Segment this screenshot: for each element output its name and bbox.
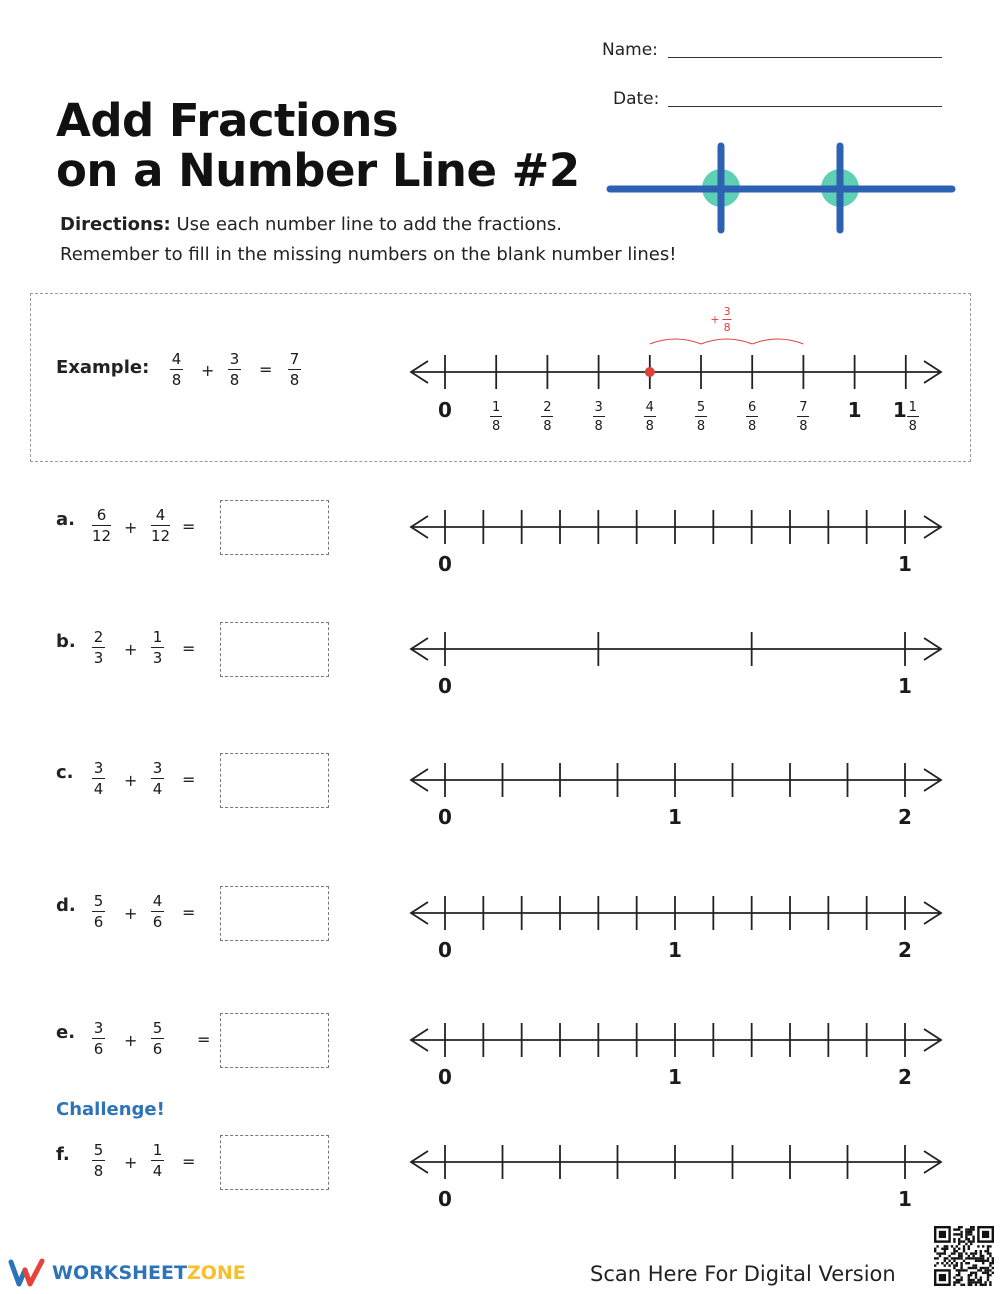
whole: 1 [892,398,907,422]
problem-number-line [400,619,960,679]
denominator: 6 [93,1040,104,1058]
denominator: 8 [908,419,917,434]
numerator: 3 [723,305,731,318]
equals-sign: = [182,639,196,658]
numerator: 4 [155,506,166,524]
answer-box[interactable] [220,886,329,941]
problem-label: b. [56,631,76,652]
axis-label: 2 [898,805,912,829]
example-tick-mixed [893,398,919,434]
problem-fraction-b [151,893,164,931]
start-point [645,367,655,377]
numerator: 6 [96,506,107,524]
problem-fraction-a [92,507,111,545]
answer-box[interactable] [220,1013,329,1068]
problem-number-line [400,883,960,943]
plus-sign: + [124,1153,138,1172]
equals-sign: = [197,1030,211,1049]
directions-line-2: Remember to fill in the missing numbers on the blank number lines! [60,244,677,265]
example-tick-fraction [490,400,502,434]
axis-label: 2 [898,1065,912,1089]
numerator: 2 [93,628,104,646]
jump-label [710,306,731,334]
problem-fraction-a [92,893,105,931]
name-field[interactable] [602,40,942,64]
title-line-1: Add Fractions [56,94,399,147]
axis-label: 0 [438,1187,452,1211]
directions [60,210,676,270]
brand-worksheet: WORKSHEET [52,1262,187,1284]
plus-sign: + [124,640,138,659]
numerator: 7 [289,350,300,368]
problem-fraction-a [92,1020,105,1058]
numerator: 3 [93,1019,104,1037]
denominator: 8 [723,321,731,334]
denominator: 8 [229,371,240,389]
brand-logo [8,1258,246,1288]
example-fraction-b [228,351,241,389]
denominator: 12 [92,527,112,545]
example-tick-0: 0 [438,398,452,422]
example-tick-fraction [797,400,809,434]
problem-label: e. [56,1022,76,1043]
problem-number-line [400,497,960,557]
problem-number-line [400,1010,960,1070]
problem-label: d. [56,895,76,916]
plus-sign: + [124,1031,138,1050]
name-label: Name: [602,40,658,60]
equals-sign: = [182,770,196,789]
example-tick-fraction [541,400,553,434]
name-line [668,57,942,58]
equals-sign: = [182,517,196,536]
axis-label: 1 [898,1187,912,1211]
denominator: 8 [492,419,501,434]
problem-number-line [400,1132,960,1192]
equals-sign: = [259,360,273,379]
denominator: 8 [543,419,552,434]
denominator: 8 [171,371,182,389]
answer-box[interactable] [220,622,329,677]
denominator: 8 [645,419,654,434]
answer-box[interactable] [220,1135,329,1190]
denominator: 6 [93,913,104,931]
brand-zone: ZONE [186,1262,246,1284]
denominator: 4 [152,780,163,798]
numerator: 6 [748,400,757,415]
page-title [56,96,580,196]
numerator: 5 [93,1141,104,1159]
axis-label: 0 [438,805,452,829]
scan-text: Scan Here For Digital Version [590,1262,896,1286]
problem-fraction-b [151,1142,164,1180]
title-line-2: on a Number Line #2 [56,144,580,197]
axis-label: 1 [668,805,682,829]
numerator: 1 [152,1141,163,1159]
denominator: 8 [594,419,603,434]
example-tick-fraction [644,400,656,434]
problem-fraction-b [151,629,164,667]
axis-label: 2 [898,938,912,962]
example-result [288,351,301,389]
denominator: 12 [151,527,171,545]
date-field[interactable] [613,89,943,113]
numerator: 4 [171,350,182,368]
numerator: 7 [799,400,808,415]
equals-sign: = [182,1152,196,1171]
date-line [668,106,942,107]
example-fraction-a [170,351,183,389]
numerator: 1 [908,400,917,415]
directions-line-1: Use each number line to add the fractions. [176,214,563,235]
denominator: 4 [93,780,104,798]
axis-label: 0 [438,938,452,962]
example-label: Example: [56,357,150,378]
problem-label: a. [56,509,75,530]
numerator: 3 [594,400,603,415]
problem-fraction-b [151,507,170,545]
qr-code-icon[interactable] [934,1226,994,1286]
axis-label: 1 [668,1065,682,1089]
directions-label: Directions: [60,214,171,235]
example-tick-fraction [746,400,758,434]
example-tick-fraction [695,400,707,434]
answer-box[interactable] [220,500,329,555]
numerator: 3 [152,759,163,777]
answer-box[interactable] [220,753,329,808]
plus-sign: + [124,904,138,923]
numerator: 4 [152,892,163,910]
denominator: 3 [93,649,104,667]
numerator: 1 [152,628,163,646]
denominator: 8 [748,419,757,434]
example-tick-fraction [593,400,605,434]
date-label: Date: [613,89,660,109]
numerator: 5 [152,1019,163,1037]
numerator: 3 [93,759,104,777]
jump-arc [701,339,752,344]
problem-fraction-a [92,629,105,667]
numerator: 1 [492,400,501,415]
problem-fraction-a [92,760,105,798]
numerator: 2 [543,400,552,415]
problem-label: c. [56,762,74,783]
example-tick-1: 1 [847,398,862,422]
example-number-line [400,330,960,400]
denominator: 3 [152,649,163,667]
denominator: 4 [152,1162,163,1180]
denominator: 8 [93,1162,104,1180]
jump-arc [752,339,803,344]
numerator: 3 [229,350,240,368]
problem-label: f. [56,1144,70,1165]
problem-fraction-b [151,1020,164,1058]
denominator: 8 [799,419,808,434]
challenge-label: Challenge! [56,1099,165,1120]
axis-label: 1 [668,938,682,962]
axis-label: 1 [898,552,912,576]
problem-fraction-a [92,1142,105,1180]
problem-number-line [400,750,960,810]
numerator: 5 [696,400,706,415]
equals-sign: = [182,903,196,922]
denominator: 8 [696,419,706,434]
plus-sign: + [124,771,138,790]
plus-sign: + [124,518,138,537]
axis-label: 1 [898,674,912,698]
problem-fraction-b [151,760,164,798]
denominator: 6 [152,1040,163,1058]
numerator: 5 [93,892,104,910]
axis-label: 0 [438,552,452,576]
axis-label: 0 [438,1065,452,1089]
denominator: 8 [289,371,300,389]
jump-sign: + [710,313,720,326]
numerator: 4 [645,400,654,415]
denominator: 6 [152,913,163,931]
axis-label: 0 [438,674,452,698]
plus-sign: + [201,361,215,380]
worksheetzone-logo-icon [8,1258,48,1288]
